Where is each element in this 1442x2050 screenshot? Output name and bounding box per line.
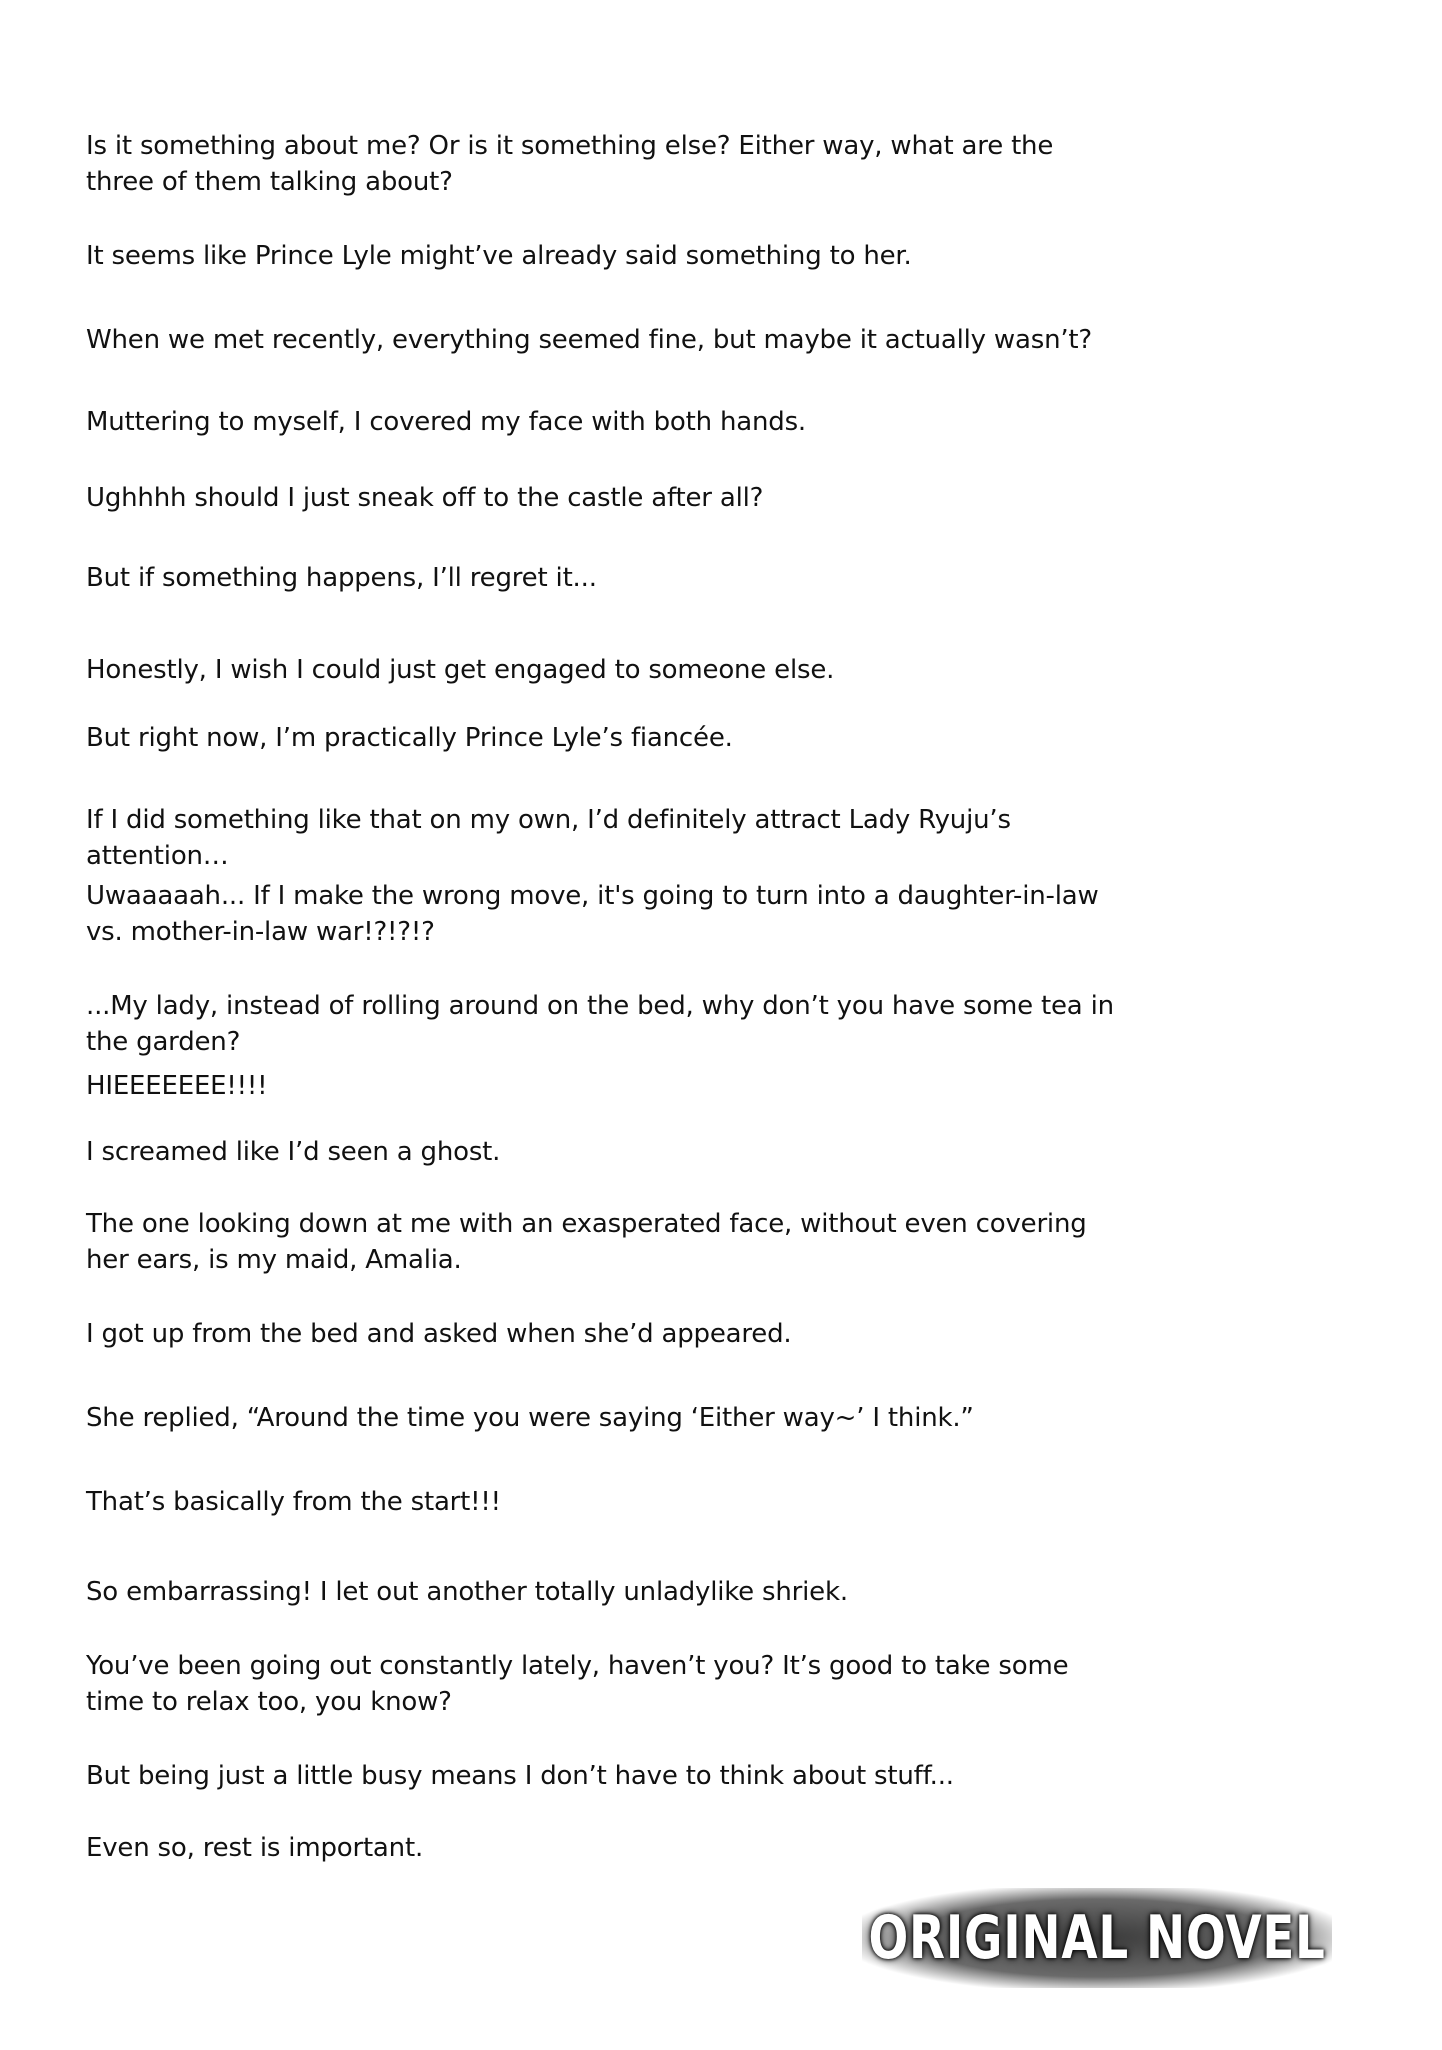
paragraph-4: Muttering to myself, I covered my face with both hands. xyxy=(86,407,806,437)
paragraph-10: Uwaaaaah... If I make the wrong move, it's going to turn into a daughter-in-law vs. mother-in-law war!?!?!? xyxy=(86,881,1099,947)
paragraph-5: Ughhhh should I just sneak off to the castle after all? xyxy=(86,483,764,513)
paragraph-13: I screamed like I’d seen a ghost. xyxy=(86,1137,501,1167)
watermark-text: ORIGINAL NOVEL xyxy=(868,1903,1326,1973)
paragraph-19: You’ve been going out constantly lately, haven’t you? It’s good to take some time to relax too, you know? xyxy=(86,1651,1069,1717)
paragraph-16: She replied, “Around the time you were saying ‘Either way~’ I think.” xyxy=(86,1403,974,1433)
paragraph-7: Honestly, I wish I could just get engaged to someone else. xyxy=(86,655,835,685)
paragraph-18: So embarrassing! I let out another totally unladylike shriek. xyxy=(86,1577,848,1607)
paragraph-1: Is it something about me? Or is it something else? Either way, what are the three of them talking about? xyxy=(86,131,1054,197)
paragraph-14: The one looking down at me with an exasperated face, without even covering her ears, is my maid, Amalia. xyxy=(86,1209,1087,1275)
original-novel-watermark xyxy=(862,1888,1332,1988)
paragraph-8: But right now, I’m practically Prince Lyle’s fiancée. xyxy=(86,723,733,753)
paragraph-3: When we met recently, everything seemed fine, but maybe it actually wasn’t? xyxy=(86,325,1093,355)
paragraph-11: ...My lady, instead of rolling around on the bed, why don’t you have some tea in the garden? xyxy=(86,991,1114,1057)
paragraph-9: If I did something like that on my own, I’d definitely attract Lady Ryuju’s attention… xyxy=(86,805,1011,871)
paragraph-21: Even so, rest is important. xyxy=(86,1833,424,1863)
paragraph-20: But being just a little busy means I don’t have to think about stuff... xyxy=(86,1761,954,1791)
paragraph-15: I got up from the bed and asked when she’d appeared. xyxy=(86,1319,792,1349)
paragraph-2: It seems like Prince Lyle might’ve already said something to her. xyxy=(86,241,912,271)
paragraph-12: HIEEEEEEE!!!! xyxy=(86,1071,268,1101)
paragraph-17: That’s basically from the start!!! xyxy=(86,1487,501,1517)
paragraph-6: But if something happens, I’ll regret it... xyxy=(86,563,597,593)
